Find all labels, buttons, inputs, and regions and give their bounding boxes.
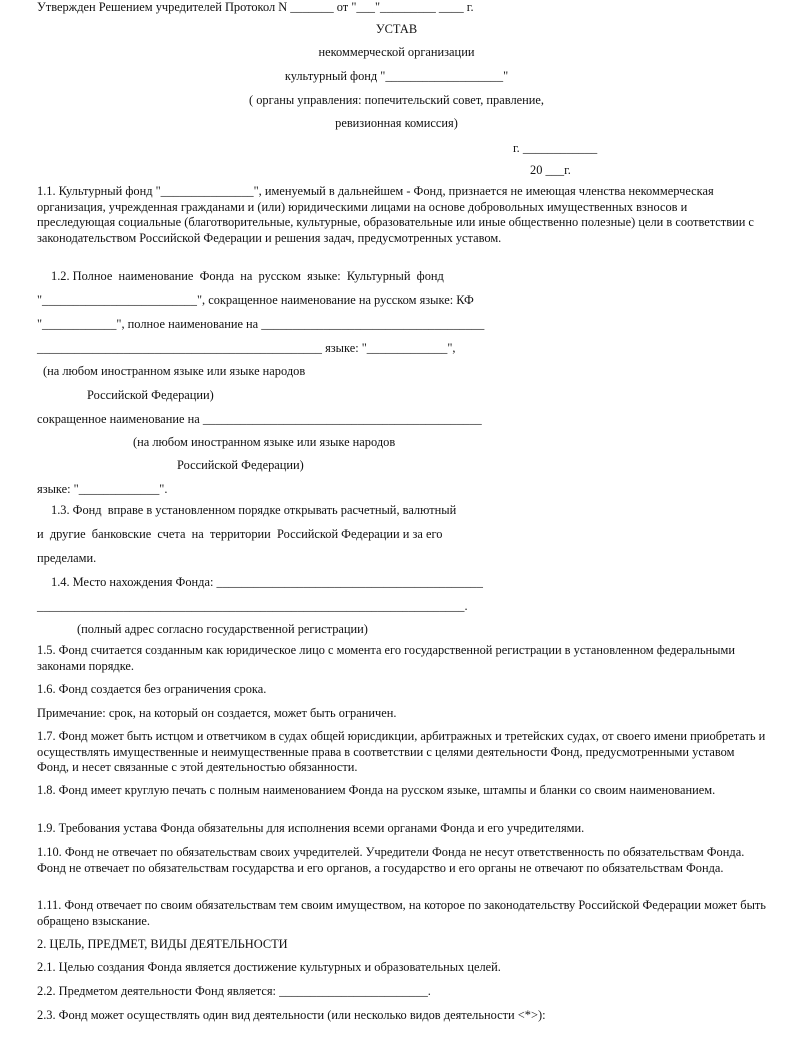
year-line: 20 ___г. xyxy=(530,163,571,177)
clause-1-4-hint: (полный адрес согласно государственной регистрации) xyxy=(77,622,368,636)
clause-2-2: 2.2. Предметом деятельности Фонд является: ________________________. xyxy=(37,984,431,998)
clause-1-2-line3: "____________", полное наименование на ____________________________________ xyxy=(37,317,485,331)
clause-1-3-line2: и другие банковские счета на территории Российской Федерации и за его xyxy=(37,527,443,541)
clause-2-3: 2.3. Фонд может осуществлять один вид деятельности (или несколько видов деятельности <*>): xyxy=(37,1008,546,1022)
clause-2-1: 2.1. Целью создания Фонда является достижение культурных и образовательных целей. xyxy=(37,960,501,974)
clause-1-3-line1: 1.3. Фонд вправе в установленном порядке открывать расчетный, валютный xyxy=(51,503,457,517)
clause-1-4-line2: _____________________________________________________________________. xyxy=(37,599,468,613)
subtitle-governance-cont: ревизионная комиссия) xyxy=(335,116,458,130)
clause-1-6: 1.6. Фонд создается без ограничения срока. xyxy=(37,682,267,696)
clause-1-2-hint2: (на любом иностранном языке или языке народов xyxy=(133,435,396,449)
clause-1-3-line3: пределами. xyxy=(37,551,97,565)
note: Примечание: срок, на который он создается, может быть ограничен. xyxy=(37,706,397,720)
subtitle-org-type: некоммерческой организации xyxy=(318,45,475,59)
clause-1-1: 1.1. Культурный фонд "_______________", именуемый в дальнейшем - Фонд, признается не имеющая членства некоммерческая организация, учрежденная гражданами и (или) юридическими лицами на основе добровольных имущественных взносов и преследующая социальные (благотворительные, культурные, образовательные или иные общественно полезные) цели в соответствии с законодательством Российской Федерации и решения задач, предусмотренных уставом. xyxy=(37,184,754,245)
clause-1-2-hint1-cont: Российской Федерации) xyxy=(87,388,214,402)
clause-1-8: 1.8. Фонд имеет круглую печать с полным наименованием Фонда на русском языке, штампы и бланки со своим наименованием. xyxy=(37,783,716,797)
clause-1-7: 1.7. Фонд может быть истцом и ответчиком в судах общей юрисдикции, арбитражных и третейских судах, от своего имени приобретать и осуществлять имущественные и неимущественные права в соответствии с целями деятельности Фонд, предусмотренными уставом Фонд, и несет связанные с этой деятельностью обязанности. xyxy=(37,729,766,775)
clause-1-5: 1.5. Фонд считается созданным как юридическое лицо с момента его государственной регистрации в установленном федеральными законами порядке. xyxy=(37,643,735,673)
subtitle-governance: ( органы управления: попечительский совет, правление, xyxy=(249,93,544,107)
approval-line: Утвержден Решением учредителей Протокол N _______ от "___"_________ ____ г. xyxy=(37,0,474,14)
subtitle-fund-name: культурный фонд "___________________" xyxy=(284,69,509,83)
clause-1-2-line1: 1.2. Полное наименование Фонда на русском языке: Культурный фонд xyxy=(51,269,444,283)
document-title: УСТАВ xyxy=(375,22,418,36)
city-line: г. ____________ xyxy=(513,141,598,155)
clause-1-9: 1.9. Требования устава Фонда обязательны для исполнения всеми органами Фонда и его учредителями. xyxy=(37,821,585,835)
clause-1-10: 1.10. Фонд не отвечает по обязательствам своих учредителей. Учредители Фонда не несут ответственность по обязательствам Фонда. Фонд не отвечает по обязательствам государства и его органов, а государство и его органы не отвечают по обязательствам Фонда. xyxy=(37,845,745,875)
section-2-heading: 2. ЦЕЛЬ, ПРЕДМЕТ, ВИДЫ ДЕЯТЕЛЬНОСТИ xyxy=(37,937,288,951)
clause-1-2-hint1: (на любом иностранном языке или языке народов xyxy=(43,364,306,378)
clause-1-2-line10: языке: "_____________". xyxy=(37,482,168,496)
clause-1-4-line1: 1.4. Место нахождения Фонда: ___________________________________________ xyxy=(51,575,483,589)
clause-1-2-hint2-cont: Российской Федерации) xyxy=(177,458,304,472)
clause-1-2-line7: сокращенное наименование на _____________________________________________ xyxy=(37,412,482,426)
clause-1-2-line4: ______________________________________________ языке: "_____________", xyxy=(37,341,456,355)
clause-1-11: 1.11. Фонд отвечает по своим обязательствам тем своим имуществом, на которое по законодательству Российской Федерации может быть обращено взыскание. xyxy=(37,898,766,928)
clause-1-2-line2: "_________________________", сокращенное наименование на русском языке: КФ xyxy=(37,293,474,307)
